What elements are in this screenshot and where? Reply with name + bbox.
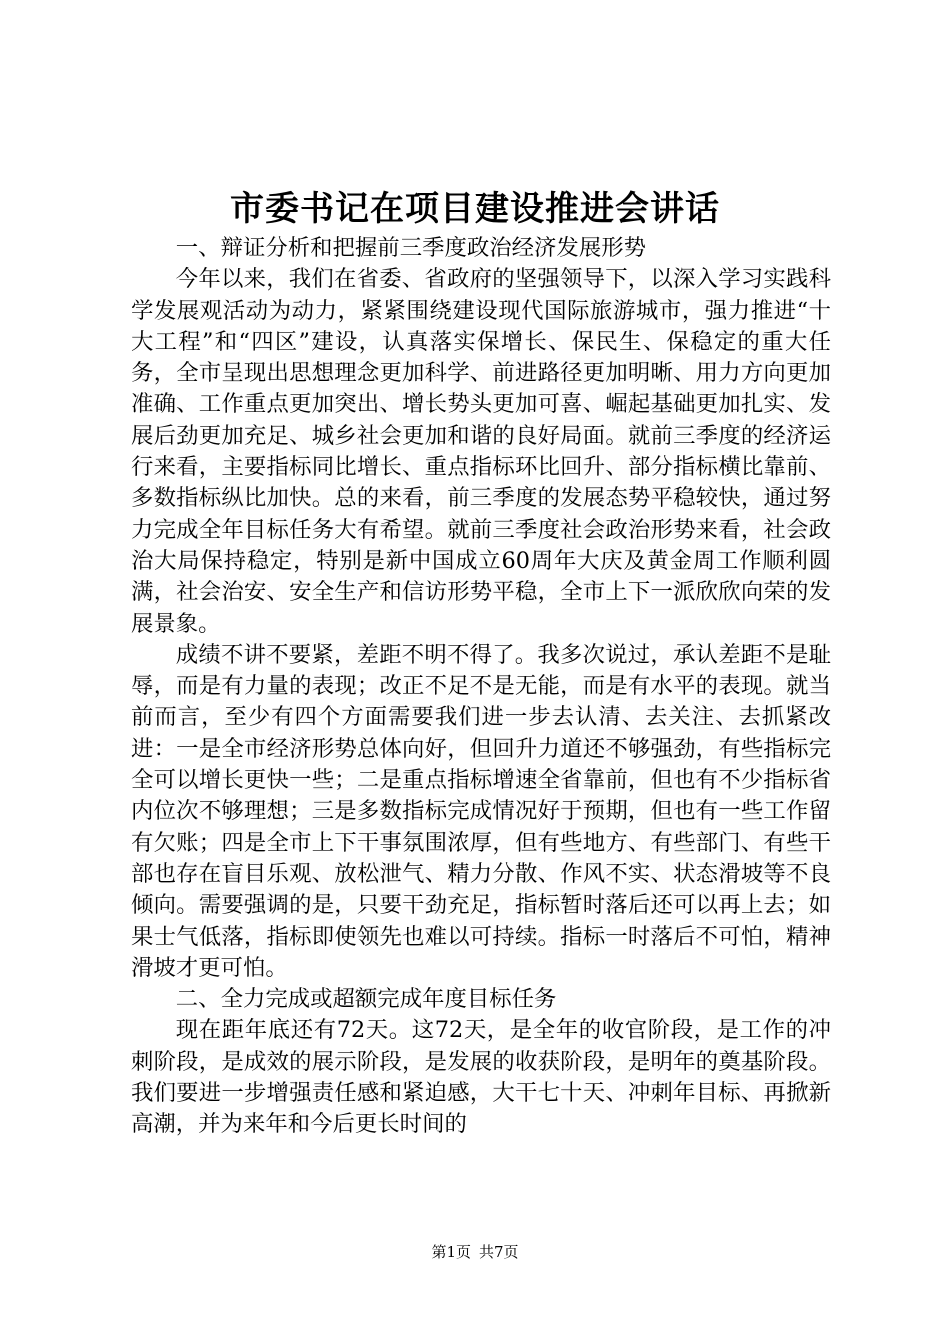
document-title: 市委书记在项目建设推进会讲话	[230, 189, 720, 229]
body-paragraph: 现在距年底还有72天。这72天，是全年的收官阶段，是工作的冲刺阶段，是成效的展示阶段，是发展的收获阶段，是明年的奠基阶段。我们要进一步增强责任感和紧迫感，大干七十天、冲刺年目标、再掀新高潮，并为来年和今后更长时间的	[131, 1017, 831, 1138]
document-body	[131, 233, 831, 1141]
body-paragraph: 今年以来，我们在省委、省政府的坚强领导下，以深入学习实践科学发展观活动为动力，紧紧围绕建设现代国际旅游城市，强力推进“十大工程”和“四区”建设，认真落实保增长、保民生、保稳定的重大任务，全市呈现出思想理念更加科学、前进路径更加明晰、用力方向更加准确、工作重点更加突出、增长势头更加可喜、崛起基础更加扎实、发展后劲更加充足、城乡社会更加和谐的良好局面。就前三季度的经济运行来看，主要指标同比增长、重点指标环比回升、部分指标横比靠前、多数指标纵比加快。总的来看，前三季度的发展态势平稳较快，通过努力完成全年目标任务大有希望。就前三季度社会政治形势来看，社会政治大局保持稳定，特别是新中国成立60周年大庆及黄金周工作顺利圆满，社会治安、安全生产和信访形势平稳，全市上下一派欣欣向荣的发展景象。	[131, 266, 831, 637]
page-footer	[0, 1242, 950, 1262]
section-heading-1: 一、辩证分析和把握前三季度政治经济发展形势	[175, 235, 646, 261]
body-paragraph: 成绩不讲不要紧，差距不明不得了。我多次说过，承认差距不是耻辱，而是有力量的表现；改正不足不是无能，而是有水平的表现。就当前而言，至少有四个方面需要我们进一步去认清、去关注、去抓紧改进：一是全市经济形势总体向好，但回升力道还不够强劲，有些指标完全可以增长更快一些；二是重点指标增速全省靠前，但也有不少指标省内位次不够理想；三是多数指标完成情况好于预期，但也有一些工作留有欠账；四是全市上下干事氛围浓厚，但有些地方、有些部门、有些干部也存在盲目乐观、放松泄气、精力分散、作风不实、状态滑坡等不良倾向。需要强调的是，只要干劲充足，指标暂时落后还可以再上去；如果士气低落，指标即使领先也难以可持续。指标一时落后不可怕，精神滑坡才更可怕。	[131, 641, 831, 981]
section-heading-2: 二、全力完成或超额完成年度目标任务	[175, 986, 557, 1013]
page-total: 共7页	[479, 1243, 519, 1261]
page-number: 第1页	[431, 1243, 471, 1261]
